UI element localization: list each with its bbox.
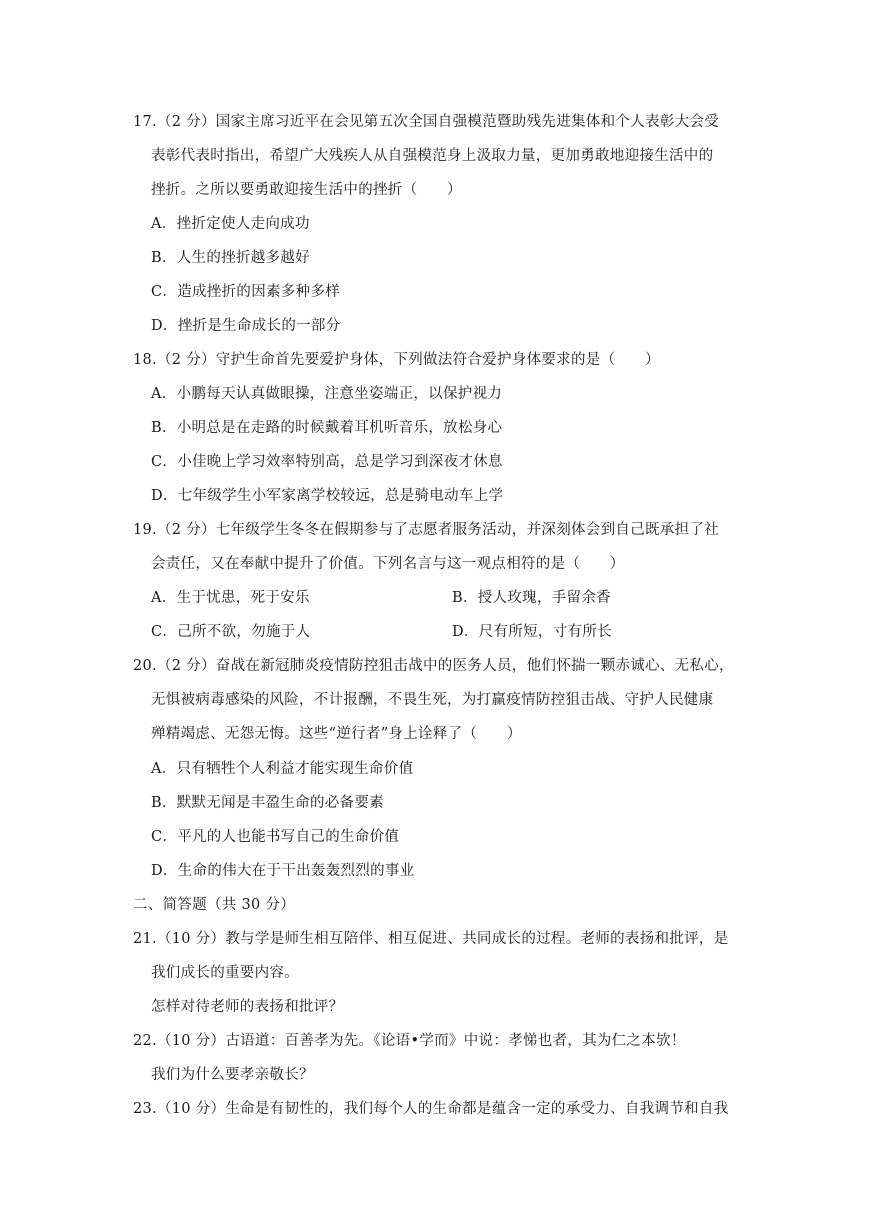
section-heading-short-answer: 二、简答题（共 30 分） (133, 897, 296, 913)
q19-option-c: C．己所不欲，勿施于人 (151, 624, 311, 640)
q18-option-d: D．七年级学生小军家离学校较远，总是骑电动车上学 (151, 488, 504, 504)
q18-option-b: B．小明总是在走路的时候戴着耳机听音乐，放松身心 (151, 420, 503, 436)
q19-line-2: 会责任，又在奉献中提升了价值。下列名言与这一观点相符的是（ ） (151, 556, 625, 572)
q20-option-d: D．生命的伟大在于干出轰轰烈烈的事业 (151, 863, 415, 879)
q17-option-c: C．造成挫折的因素多种多样 (151, 284, 340, 300)
q18-line-1: 18.（2 分）守护生命首先要爱护身体，下列做法符合爱护身体要求的是（ ） (133, 352, 660, 368)
q17-line-2: 表彰代表时指出，希望广大残疾人从自强模范身上汲取力量，更加勇敢地迎接生活中的 (151, 148, 714, 164)
q17-option-b: B．人生的挫折越多越好 (151, 250, 310, 266)
q21-line-3: 怎样对待老师的表扬和批评？ (151, 999, 344, 1015)
q23-line-1: 23.（10 分）生命是有韧性的，我们每个人的生命都是蕴含一定的承受力、自我调节和自我 (133, 1101, 729, 1117)
q19-option-b: B．授人玫瑰，手留余香 (452, 590, 611, 606)
q20-line-3: 殚精竭虑、无怨无悔。这些“逆行者”身上诠释了（ ） (151, 726, 522, 742)
q20-line-1: 20.（2 分）奋战在新冠肺炎疫情防控狙击战中的医务人员，他们怀揣一颗赤诚心、无私心， (133, 658, 734, 674)
q18-option-a: A．小鹏每天认真做眼操，注意坐姿端正，以保护视力 (151, 386, 503, 402)
q17-line-3: 挫折。之所以要勇敢迎接生活中的挫折（ ） (151, 182, 462, 198)
q17-option-d: D．挫折是生命成长的一部分 (151, 318, 341, 334)
q19-option-d: D．尺有所短，寸有所长 (452, 624, 612, 640)
q21-line-2: 我们成长的重要内容。 (151, 965, 299, 981)
q19-option-a: A．生于忧患，死于安乐 (151, 590, 310, 606)
q22-line-2: 我们为什么要孝亲敬长？ (151, 1067, 314, 1083)
q22-line-1: 22.（10 分）古语道：百善孝为先。《论语•学而》中说：孝悌也者，其为仁之本欤！ (133, 1033, 686, 1049)
q17-line-1: 17.（2 分）国家主席习近平在会见第五次全国自强模范暨助残先进集体和个人表彰大会受 (133, 114, 719, 130)
q18-option-c: C．小佳晚上学习效率特别高，总是学习到深夜才休息 (151, 454, 503, 470)
q19-line-1: 19.（2 分）七年级学生冬冬在假期参与了志愿者服务活动，并深刻体会到自己既承担了社 (133, 522, 719, 538)
q17-option-a: A．挫折定使人走向成功 (151, 216, 310, 232)
q20-option-c: C．平凡的人也能书写自己的生命价值 (151, 829, 400, 845)
q20-option-a: A．只有牺牲个人利益才能实现生命价值 (151, 761, 414, 777)
q21-line-1: 21.（10 分）教与学是师生相互陪伴、相互促进、共同成长的过程。老师的表扬和批评，是 (133, 931, 729, 947)
q20-option-b: B．默默无闻是丰盈生命的必备要素 (151, 795, 384, 811)
q20-line-2: 无惧被病毒感染的风险，不计报酬，不畏生死，为打赢疫情防控狙击战、守护人民健康 (151, 692, 714, 708)
